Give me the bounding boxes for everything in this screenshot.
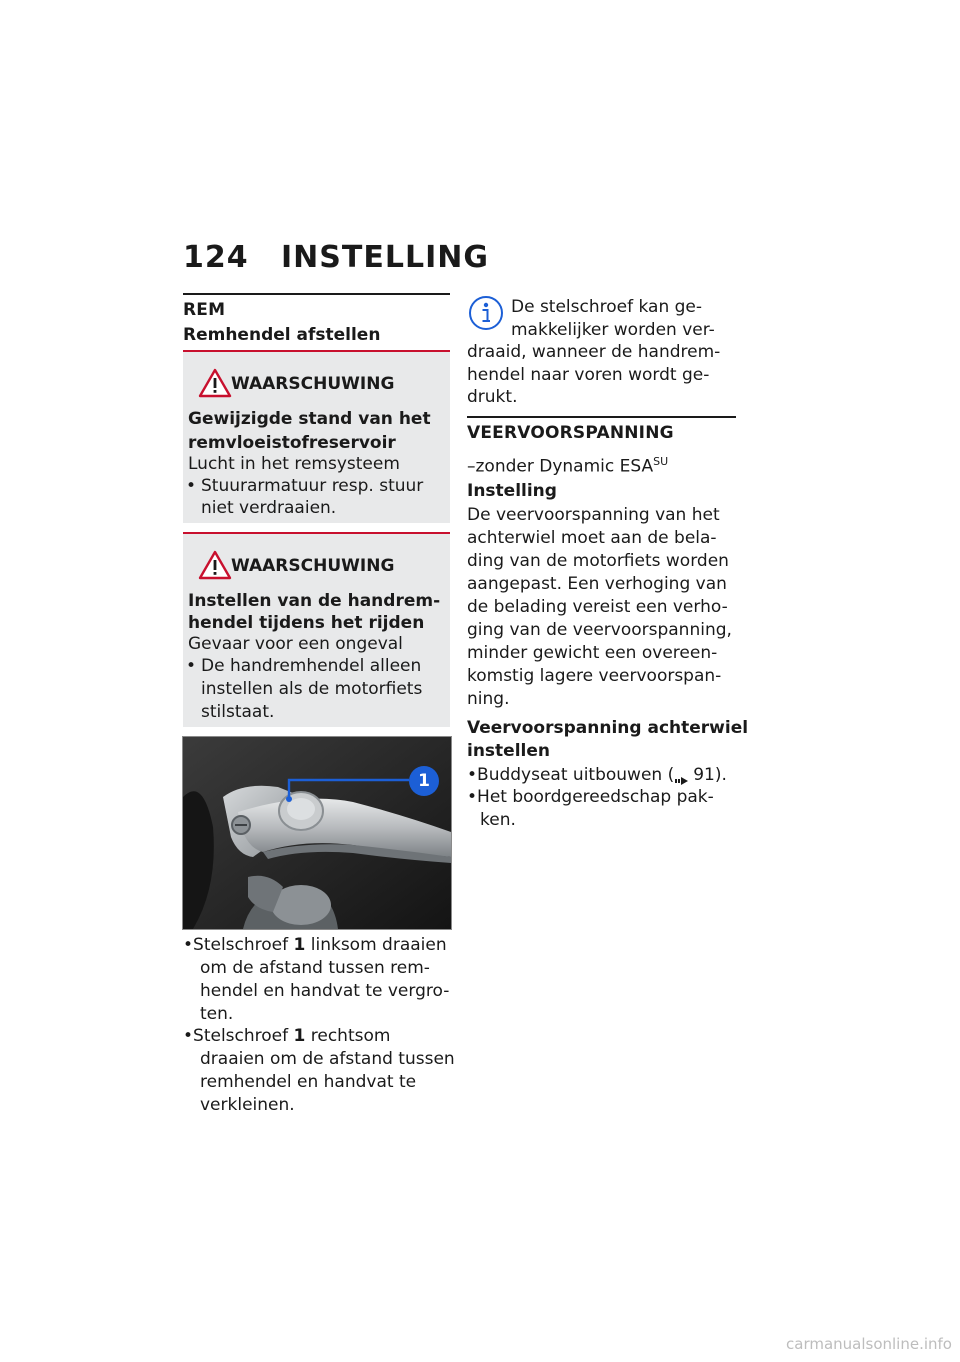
right-step-1 xyxy=(467,764,727,786)
note-line: De stelschroef kan ge- xyxy=(511,297,703,317)
para-line: aangepast. Een verhoging van xyxy=(467,574,727,594)
step-text: ). xyxy=(714,765,727,785)
step-item-2-line: verkleinen. xyxy=(200,1095,295,1115)
step-item-2-line: draaien om de afstand tussen xyxy=(200,1049,455,1069)
step-text: linksom draaien xyxy=(305,935,447,955)
brake-lever-figure xyxy=(182,736,452,930)
step-item-1-line: hendel en handvat te vergro- xyxy=(200,981,450,1001)
watermark: carmanualsonline.info xyxy=(786,1335,952,1353)
bullet-dot: • xyxy=(183,935,194,955)
warning-label: WAARSCHUWING xyxy=(231,374,395,394)
option-line xyxy=(467,451,668,478)
warning-label: WAARSCHUWING xyxy=(231,556,395,576)
note-line: makkelijker worden ver- xyxy=(511,320,715,340)
note-line: drukt. xyxy=(467,387,518,407)
step-ref: 1 xyxy=(293,935,306,955)
page-number: 124 xyxy=(183,240,249,275)
subsection-title-achterwiel: Veervoorspanning achterwiel xyxy=(467,718,749,738)
warning-triangle-icon xyxy=(198,368,232,398)
section-rule xyxy=(183,293,450,295)
para-line: achterwiel moet aan de bela- xyxy=(467,528,717,548)
para-line: de belading vereist een verho- xyxy=(467,597,728,617)
page-title: INSTELLING xyxy=(281,240,489,275)
para-line: minder gewicht een overeen- xyxy=(467,643,718,663)
warning-title-line: Instellen van de handrem- xyxy=(188,591,441,611)
step-text: Stelschroef xyxy=(193,935,294,955)
info-icon xyxy=(467,294,505,332)
right-step-2 xyxy=(467,786,714,808)
bullet-dot: • xyxy=(467,765,478,785)
para-line: komstig lagere veervoorspan- xyxy=(467,666,722,686)
callout-1: 1 xyxy=(418,771,430,791)
warning-title-line: hendel tijdens het rijden xyxy=(188,613,425,633)
step-text: rechtsom xyxy=(305,1026,391,1046)
note-line: hendel naar voren wordt ge- xyxy=(467,365,710,385)
warning-title-line: remvloeistofreservoir xyxy=(188,433,396,453)
page-ref[interactable]: 91 xyxy=(693,765,715,785)
option-sup: SU xyxy=(653,455,669,468)
warning-desc: Gevaar voor een ongeval xyxy=(188,634,403,654)
warning-box-2 xyxy=(183,532,450,727)
arrow-reference-icon xyxy=(675,770,689,780)
step-item-2-line: remhendel en handvat te xyxy=(200,1072,417,1092)
step-text: Stelschroef xyxy=(193,1026,294,1046)
warning-bullet: • De handremhendel alleen xyxy=(183,655,450,677)
warning-box-1 xyxy=(183,350,450,523)
note-line: draaid, wanneer de handrem- xyxy=(467,342,721,362)
right-step-2-line: ken. xyxy=(480,810,516,830)
section-title-rem: REM xyxy=(183,300,226,320)
warning-bullet: • Stuurarmatuur resp. stuur xyxy=(183,475,450,497)
page-header xyxy=(183,240,489,275)
step-item-1-line: ten. xyxy=(200,1004,234,1024)
warning-desc: Lucht in het remsysteem xyxy=(188,454,400,474)
bullet-dot: • xyxy=(467,787,478,807)
step-text: Buddyseat uitbouwen ( xyxy=(477,765,675,785)
step-item-1 xyxy=(183,934,447,956)
step-ref: 1 xyxy=(293,1026,306,1046)
warning-bullet-cont: niet verdraaien. xyxy=(201,498,337,518)
para-line: ding van de motorfiets worden xyxy=(467,551,729,571)
warning-title-line: Gewijzigde stand van het xyxy=(188,409,431,429)
para-line: De veervoorspanning van het xyxy=(467,505,720,525)
subsection-title-instelling: Instelling xyxy=(467,481,557,501)
option-text: –zonder Dynamic ESA xyxy=(467,456,654,477)
warning-triangle-icon xyxy=(198,550,232,580)
section-title-veervoorspanning: VEERVOORSPANNING xyxy=(467,423,674,443)
step-item-1-line: om de afstand tussen rem- xyxy=(200,958,430,978)
warning-bullet-cont: instellen als de motorfiets xyxy=(201,679,423,699)
para-line: ning. xyxy=(467,689,510,709)
bullet-dot: • xyxy=(183,1026,194,1046)
step-item-2 xyxy=(183,1025,390,1047)
section-rule xyxy=(467,416,736,418)
warning-bullet-cont: stilstaat. xyxy=(201,702,275,722)
para-line: ging van de veervoorspanning, xyxy=(467,620,732,640)
subsection-title-remhendel: Remhendel afstellen xyxy=(183,325,381,345)
step-text: Het boordgereedschap pak- xyxy=(477,787,714,807)
subsection-title-achterwiel-cont: instellen xyxy=(467,741,550,761)
